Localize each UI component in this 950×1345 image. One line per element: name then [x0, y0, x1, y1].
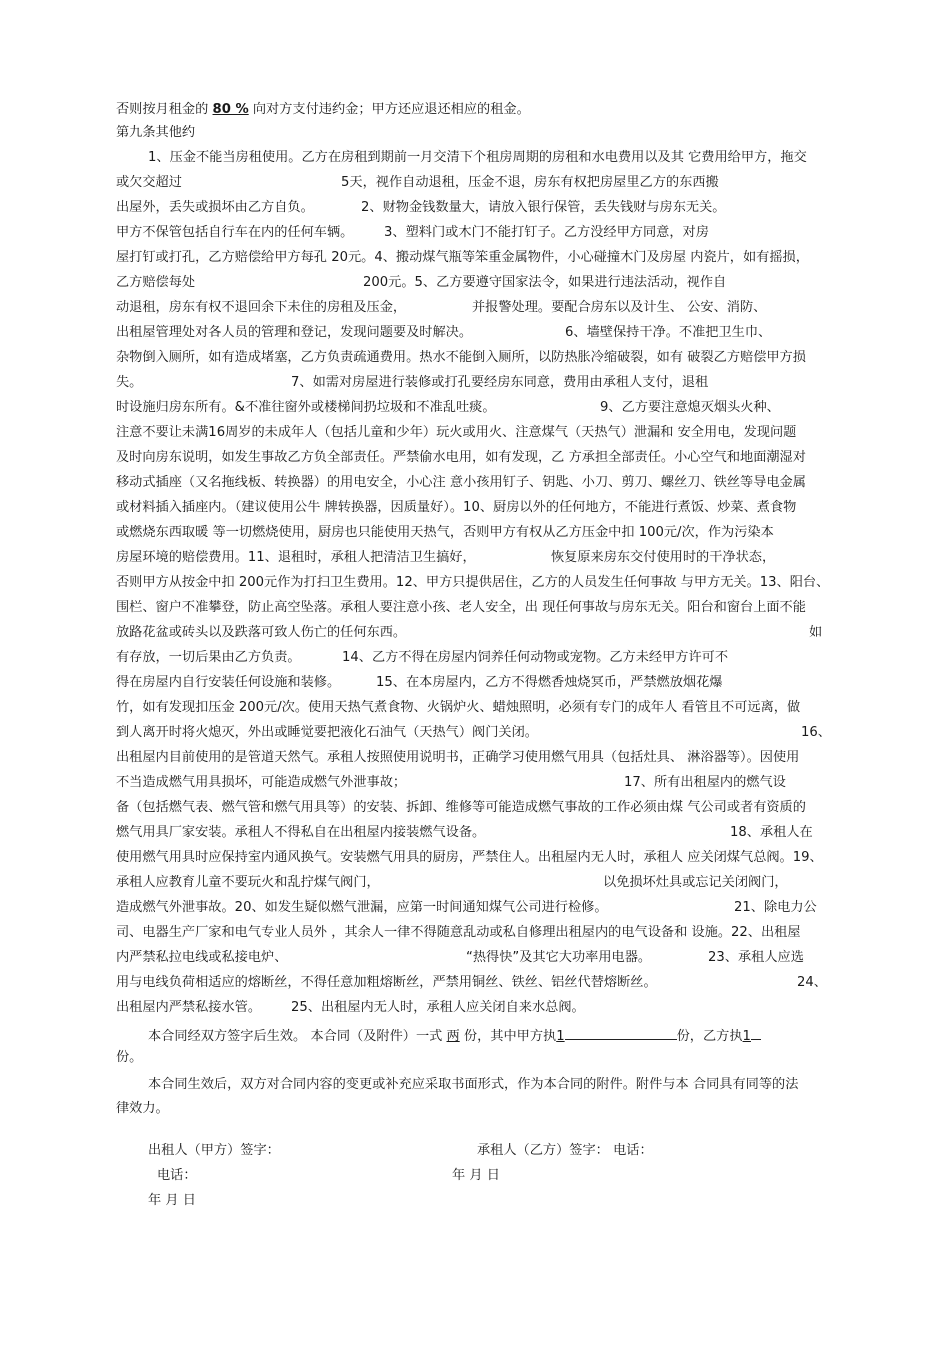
clause-line: 屋打钉或打孔，乙方赔偿给甲方每孔 20元。4、搬动煤气瓶等笨重金属物件，小心碰撞木门及房屋 内瓷片，如有摇损， [116, 250, 809, 265]
clause-line: 放路花盆或砖头以及跌落可致人伤亡的任何东西。 [116, 625, 407, 640]
party-a-copies: 1 [556, 1029, 565, 1044]
clause-line: 司、电器生产厂家和电气专业人员外 ，其余人一律不得随意乱动或私自修理出租屋内的电气设备和 设施。22、出租屋 [116, 925, 801, 940]
clause-line: 以免损坏灶具或忘记关闭阀门， [603, 875, 788, 890]
effect-text: 份，乙方执 [676, 1029, 743, 1044]
clause-line: 内严禁私拉电线或私接电炉、 [116, 950, 288, 965]
clause-line: 用与电线负荷相适应的熔断丝，不得任意加粗熔断丝，严禁用铜丝、铁丝、铝丝代替熔断丝。 [116, 975, 657, 990]
clause-line: 17、所有出租屋内的燃气设 [624, 775, 786, 790]
clause-line: 3、塑料门或木门不能打钉子。乙方没经甲方同意，对房 [384, 225, 709, 240]
effect-clause [148, 1026, 761, 1045]
clause-line: 移动式插座（又名拖线板、转换器）的用电安全，小心注 意小孩用钉子、钥匙、小刀、剪刀、螺丝刀、铁丝等导电金属 [116, 475, 806, 490]
clause-line: 不当造成燃气用具损坏，可能造成燃气外泄事故； [116, 775, 407, 790]
clause-line: 24、 [797, 975, 827, 990]
blank-line [565, 1026, 677, 1040]
clause-line: 7、如需对房屋进行装修或打孔要经房东同意，费用由承租人支付，退租 [291, 375, 709, 390]
article-9-title: 第九条其他约 [116, 125, 196, 140]
blank-line [751, 1026, 761, 1040]
clause-line: 1、压金不能当房租使用。乙方在房租到期前一月交清下个租房周期的房租和水电费用以及其 它费用给甲方，拖交 [148, 150, 807, 165]
clause-line: 14、乙方不得在房屋内饲养任何动物或宠物。乙方未经甲方许可不 [342, 650, 729, 665]
clause-line: 甲方不保管包括自行车在内的任何车辆。 [116, 225, 354, 240]
effect-text: 份，其中甲方执 [459, 1029, 557, 1044]
penalty-text: 否则按月租金的 [116, 102, 213, 117]
clause-line: 或材料插入插座内。（建议使用公牛 牌转换器，因质量好）。10、厨房以外的任何地方，不能进行煮饭、炒菜、煮食物 [116, 500, 797, 515]
clause-line: 出租屋内严禁私接水管。 [116, 1000, 262, 1015]
clause-line: 竹，如有发现扣压金 200元/次。使用天热气煮食物、火锅炉火、蜡烛照明，必须有专门的成年人 看管且不可远离，做 [116, 700, 801, 715]
clause-line: 备（包括燃气表、燃气管和燃气用具等）的安装、拆卸、维修等可能造成燃气事故的工作必须由煤 气公司或者有资质的 [116, 800, 806, 815]
clause-line: 有存放，一切后果由乙方负责。 [116, 650, 301, 665]
clause-line: 及时向房东说明，如发生事故乙方负全部责任。严禁偷水电用，如有发现，乙 方承担全部责任。小心空气和地面潮湿对 [116, 450, 806, 465]
clause-line: 9、乙方要注意熄灭烟头火种、 [600, 400, 780, 415]
clause-line: “热得快”及其它大功率用电器。 [466, 950, 652, 965]
penalty-clause [116, 102, 530, 118]
clause-line: 6、墙壁保持干净。不准把卫生巾、 [565, 325, 772, 340]
penalty-text-end: 向对方支付违约金；甲方还应退还相应的租金。 [248, 102, 530, 117]
supplement-clause: 律效力。 [116, 1101, 169, 1116]
supplement-clause: 本合同生效后，双方对合同内容的变更或补充应采取书面形式，作为本合同的附件。附件与本 合同具有同等的法 [148, 1077, 799, 1092]
clause-line: 否则甲方从按金中扣 200元作为打扫卫生费用。12、甲方只提供居住，乙方的人员发生任何事故 与甲方无关。13、阳台、 [116, 575, 830, 590]
effect-clause-end: 份。 [116, 1050, 143, 1065]
clause-line: 恢复原来房东交付使用时的干净状态， [551, 550, 776, 565]
clause-line: 25、出租屋内无人时，承租人应关闭自来水总阀。 [291, 1000, 585, 1015]
party-b-copies: 1 [742, 1029, 751, 1044]
clause-line: 18、承租人在 [730, 825, 813, 840]
clause-line: 出屋外，丢失或损坏由乙方自负。 [116, 200, 314, 215]
clause-line: 燃气用具厂家安装。承租人不得私自在出租屋内接装燃气设备。 [116, 825, 486, 840]
lessor-date: 年 月 日 [148, 1193, 196, 1208]
clause-line: 乙方赔偿每处 [116, 275, 196, 290]
clause-line: 15、在本房屋内，乙方不得燃香烛烧冥币，严禁燃放烟花爆 [376, 675, 723, 690]
clause-line: 或欠交超过 [116, 175, 182, 190]
clause-line: 动退租，房东有权不退回余下未住的房租及压金， [116, 300, 407, 315]
lessor-phone-label: 电话： [157, 1168, 197, 1183]
penalty-percent: 80 % [212, 102, 249, 117]
clause-line: 得在房屋内自行安装任何设施和装修。 [116, 675, 341, 690]
clause-line: 杂物倒入厕所，如有造成堵塞，乙方负责疏通费用。热水不能倒入厕所，以防热胀冷缩破裂，如有 破裂乙方赔偿甲方损 [116, 350, 806, 365]
clause-line: 到人离开时将火熄灭，外出或睡觉要把液化石油气（天热气）阀门关闭。 [116, 725, 538, 740]
clause-line: 出租屋内目前使用的是管道天然气。承租人按照使用说明书，正确学习使用燃气用具（包括灶具、 淋浴器等）。因使用 [116, 750, 800, 765]
clause-line: 失。 [116, 375, 143, 390]
clause-line: 16、 [801, 725, 831, 740]
clause-line: 并报警处理。要配合房东以及计生、 公安、消防、 [472, 300, 767, 315]
clause-line: 围栏、窗户不准攀登，防止高空坠落。承租人要注意小孩、老人安全，出 现任何事故与房东无关。阳台和窗台上面不能 [116, 600, 806, 615]
clause-line: 出租屋管理处对各人员的管理和登记，发现问题要及时解决。 [116, 325, 473, 340]
clause-line: 23、承租人应选 [708, 950, 804, 965]
clause-line: 200元。5、乙方要遵守国家法令，如果进行违法活动，视作自 [363, 275, 727, 290]
clause-line: 时设施归房东所有。&不准往窗外或楼梯间扔垃圾和不准乱吐痰。 [116, 400, 496, 415]
clause-line: 5天，视作自动退租，压金不退，房东有权把房屋里乙方的东西搬 [341, 175, 719, 190]
lessee-signature-label: 承租人（乙方）签字： 电话： [477, 1143, 653, 1158]
clause-line: 2、财物金钱数量大，请放入银行保管，丢失钱财与房东无关。 [361, 200, 726, 215]
lessor-signature-label: 出租人（甲方）签字： [148, 1143, 280, 1158]
copies-count: 两 [446, 1029, 460, 1044]
clause-line: 承租人应教育儿童不要玩火和乱拧煤气阀门， [116, 875, 380, 890]
clause-line: 如 [809, 625, 823, 640]
lessee-date: 年 月 日 [452, 1168, 500, 1183]
clause-line: 使用燃气用具时应保持室内通风换气。安装燃气用具的厨房，严禁住人。出租屋内无人时，承租人 应关闭煤气总阀。19、 [116, 850, 823, 865]
clause-line: 或燃烧东西取暖 等一切燃烧使用，厨房也只能使用天热气，否则甲方有权从乙方压金中扣 100元/次，作为污染本 [116, 525, 774, 540]
clause-line: 造成燃气外泄事故。20、如发生疑似燃气泄漏，应第一时间通知煤气公司进行检修。 [116, 900, 608, 915]
effect-text: 本合同经双方签字后生效。 本合同（及附件）一式 [148, 1029, 447, 1044]
clause-line: 注意不要让未满16周岁的未成年人（包括儿童和少年）玩火或用火、注意煤气（天热气）泄漏和 安全用电，发现问题 [116, 425, 797, 440]
clause-line: 21、除电力公 [734, 900, 817, 915]
clause-line: 房屋环境的赔偿费用。11、退租时，承租人把清洁卫生搞好， [116, 550, 476, 565]
